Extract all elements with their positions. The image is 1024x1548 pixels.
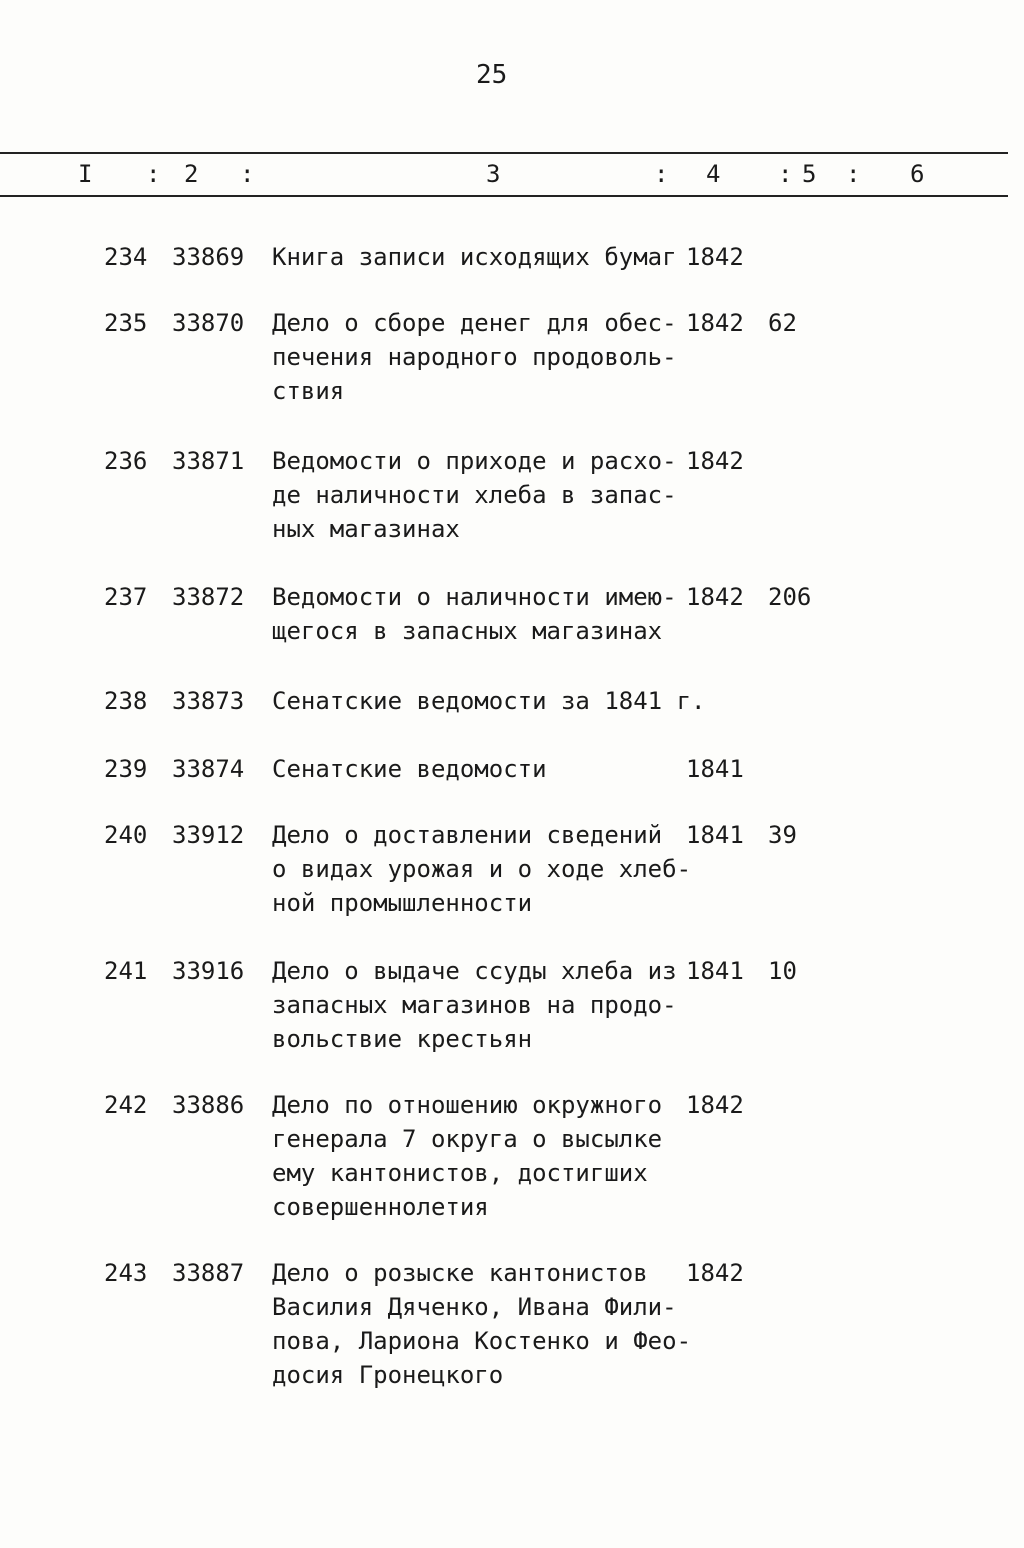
record-title-line: Дело о выдаче ссуды хлеба из	[272, 957, 677, 985]
record-title-line: де наличности хлеба в запас-	[272, 481, 677, 509]
record-title-line: ных магазинах	[272, 515, 460, 543]
record-number: 240	[104, 821, 148, 849]
col-6-header: 6	[910, 160, 925, 188]
record-title	[272, 954, 677, 1056]
record-code: 33869	[172, 243, 245, 271]
record-number: 238	[104, 687, 148, 715]
record-title-line: о видах урожая и о ходе хлеб-	[272, 855, 692, 883]
record-title	[272, 580, 677, 648]
record-number: 241	[104, 957, 148, 985]
record-title-line: Книга записи исходящих бумаг	[272, 243, 677, 271]
record-title-line: Ведомости о наличности имею-	[272, 583, 677, 611]
record-title-line: пова, Лариона Костенко и Фео-	[272, 1327, 692, 1355]
record-title-line: запасных магазинов на продо-	[272, 991, 677, 1019]
record-year: 1842	[686, 447, 744, 475]
record-title-line: Дело о сборе денег для обес-	[272, 309, 677, 337]
col-3-header: 3	[486, 160, 501, 188]
col-sep-3: :	[654, 160, 669, 188]
record-code: 33886	[172, 1091, 245, 1119]
record-year: 1841	[686, 821, 744, 849]
record-number: 239	[104, 755, 148, 783]
record-title-line: Дело о розыске кантонистов	[272, 1259, 648, 1287]
record-title-line: печения народного продоволь-	[272, 343, 677, 371]
record-title	[272, 684, 705, 718]
record-code: 33873	[172, 687, 245, 715]
record-title-line: ной промышленности	[272, 889, 533, 917]
col-5-header: 5	[802, 160, 817, 188]
record-code: 33887	[172, 1259, 245, 1287]
record-title-line: Дело по отношению окружного	[272, 1091, 663, 1119]
record-year: 1841	[686, 755, 744, 783]
record-title-line: Дело о доставлении сведений	[272, 821, 663, 849]
record-year: 1842	[686, 243, 744, 271]
record-year: 1841	[686, 957, 744, 985]
col-1-header: I	[78, 160, 93, 188]
record-number: 242	[104, 1091, 148, 1119]
record-title-line: совершеннолетия	[272, 1193, 489, 1221]
record-number: 236	[104, 447, 148, 475]
record-code: 33916	[172, 957, 245, 985]
record-number: 243	[104, 1259, 148, 1287]
record-title	[272, 240, 677, 274]
record-code: 33874	[172, 755, 245, 783]
record-title-line: Василия Дяченко, Ивана Фили-	[272, 1293, 677, 1321]
record-title-line: Сенатские ведомости	[272, 755, 547, 783]
record-title-line: Ведомости о приходе и расхо-	[272, 447, 677, 475]
record-title	[272, 818, 691, 920]
record-sheets: 206	[768, 583, 812, 611]
record-number: 234	[104, 243, 148, 271]
record-title-line: щегося в запасных магазинах	[272, 617, 663, 645]
col-sep-1: :	[146, 160, 161, 188]
record-sheets: 39	[768, 821, 797, 849]
record-title-line: ствия	[272, 377, 345, 405]
record-year: 1842	[686, 583, 744, 611]
record-year: 1842	[686, 1091, 744, 1119]
record-code: 33871	[172, 447, 245, 475]
page-number: 25	[476, 60, 508, 90]
record-title	[272, 306, 677, 408]
record-title	[272, 752, 547, 786]
col-4-header: 4	[706, 160, 721, 188]
record-number: 235	[104, 309, 148, 337]
record-title	[272, 444, 677, 546]
record-title-line: Сенатские ведомости за 1841 г.	[272, 687, 706, 715]
col-sep-2: :	[240, 160, 255, 188]
record-title-line: генерала 7 округа о высылке	[272, 1125, 663, 1153]
col-sep-4: :	[778, 160, 793, 188]
record-year: 1842	[686, 1259, 744, 1287]
record-code: 33872	[172, 583, 245, 611]
record-number: 237	[104, 583, 148, 611]
record-title	[272, 1088, 662, 1224]
record-code: 33870	[172, 309, 245, 337]
record-title-line: досия Гронецкого	[272, 1361, 504, 1389]
record-title-line: ему кантонистов, достигших	[272, 1159, 648, 1187]
record-code: 33912	[172, 821, 245, 849]
col-sep-5: :	[846, 160, 861, 188]
record-title-line: вольствие крестьян	[272, 1025, 533, 1053]
col-2-header: 2	[184, 160, 199, 188]
record-title	[272, 1256, 691, 1392]
record-year: 1842	[686, 309, 744, 337]
record-sheets: 62	[768, 309, 797, 337]
record-sheets: 10	[768, 957, 797, 985]
